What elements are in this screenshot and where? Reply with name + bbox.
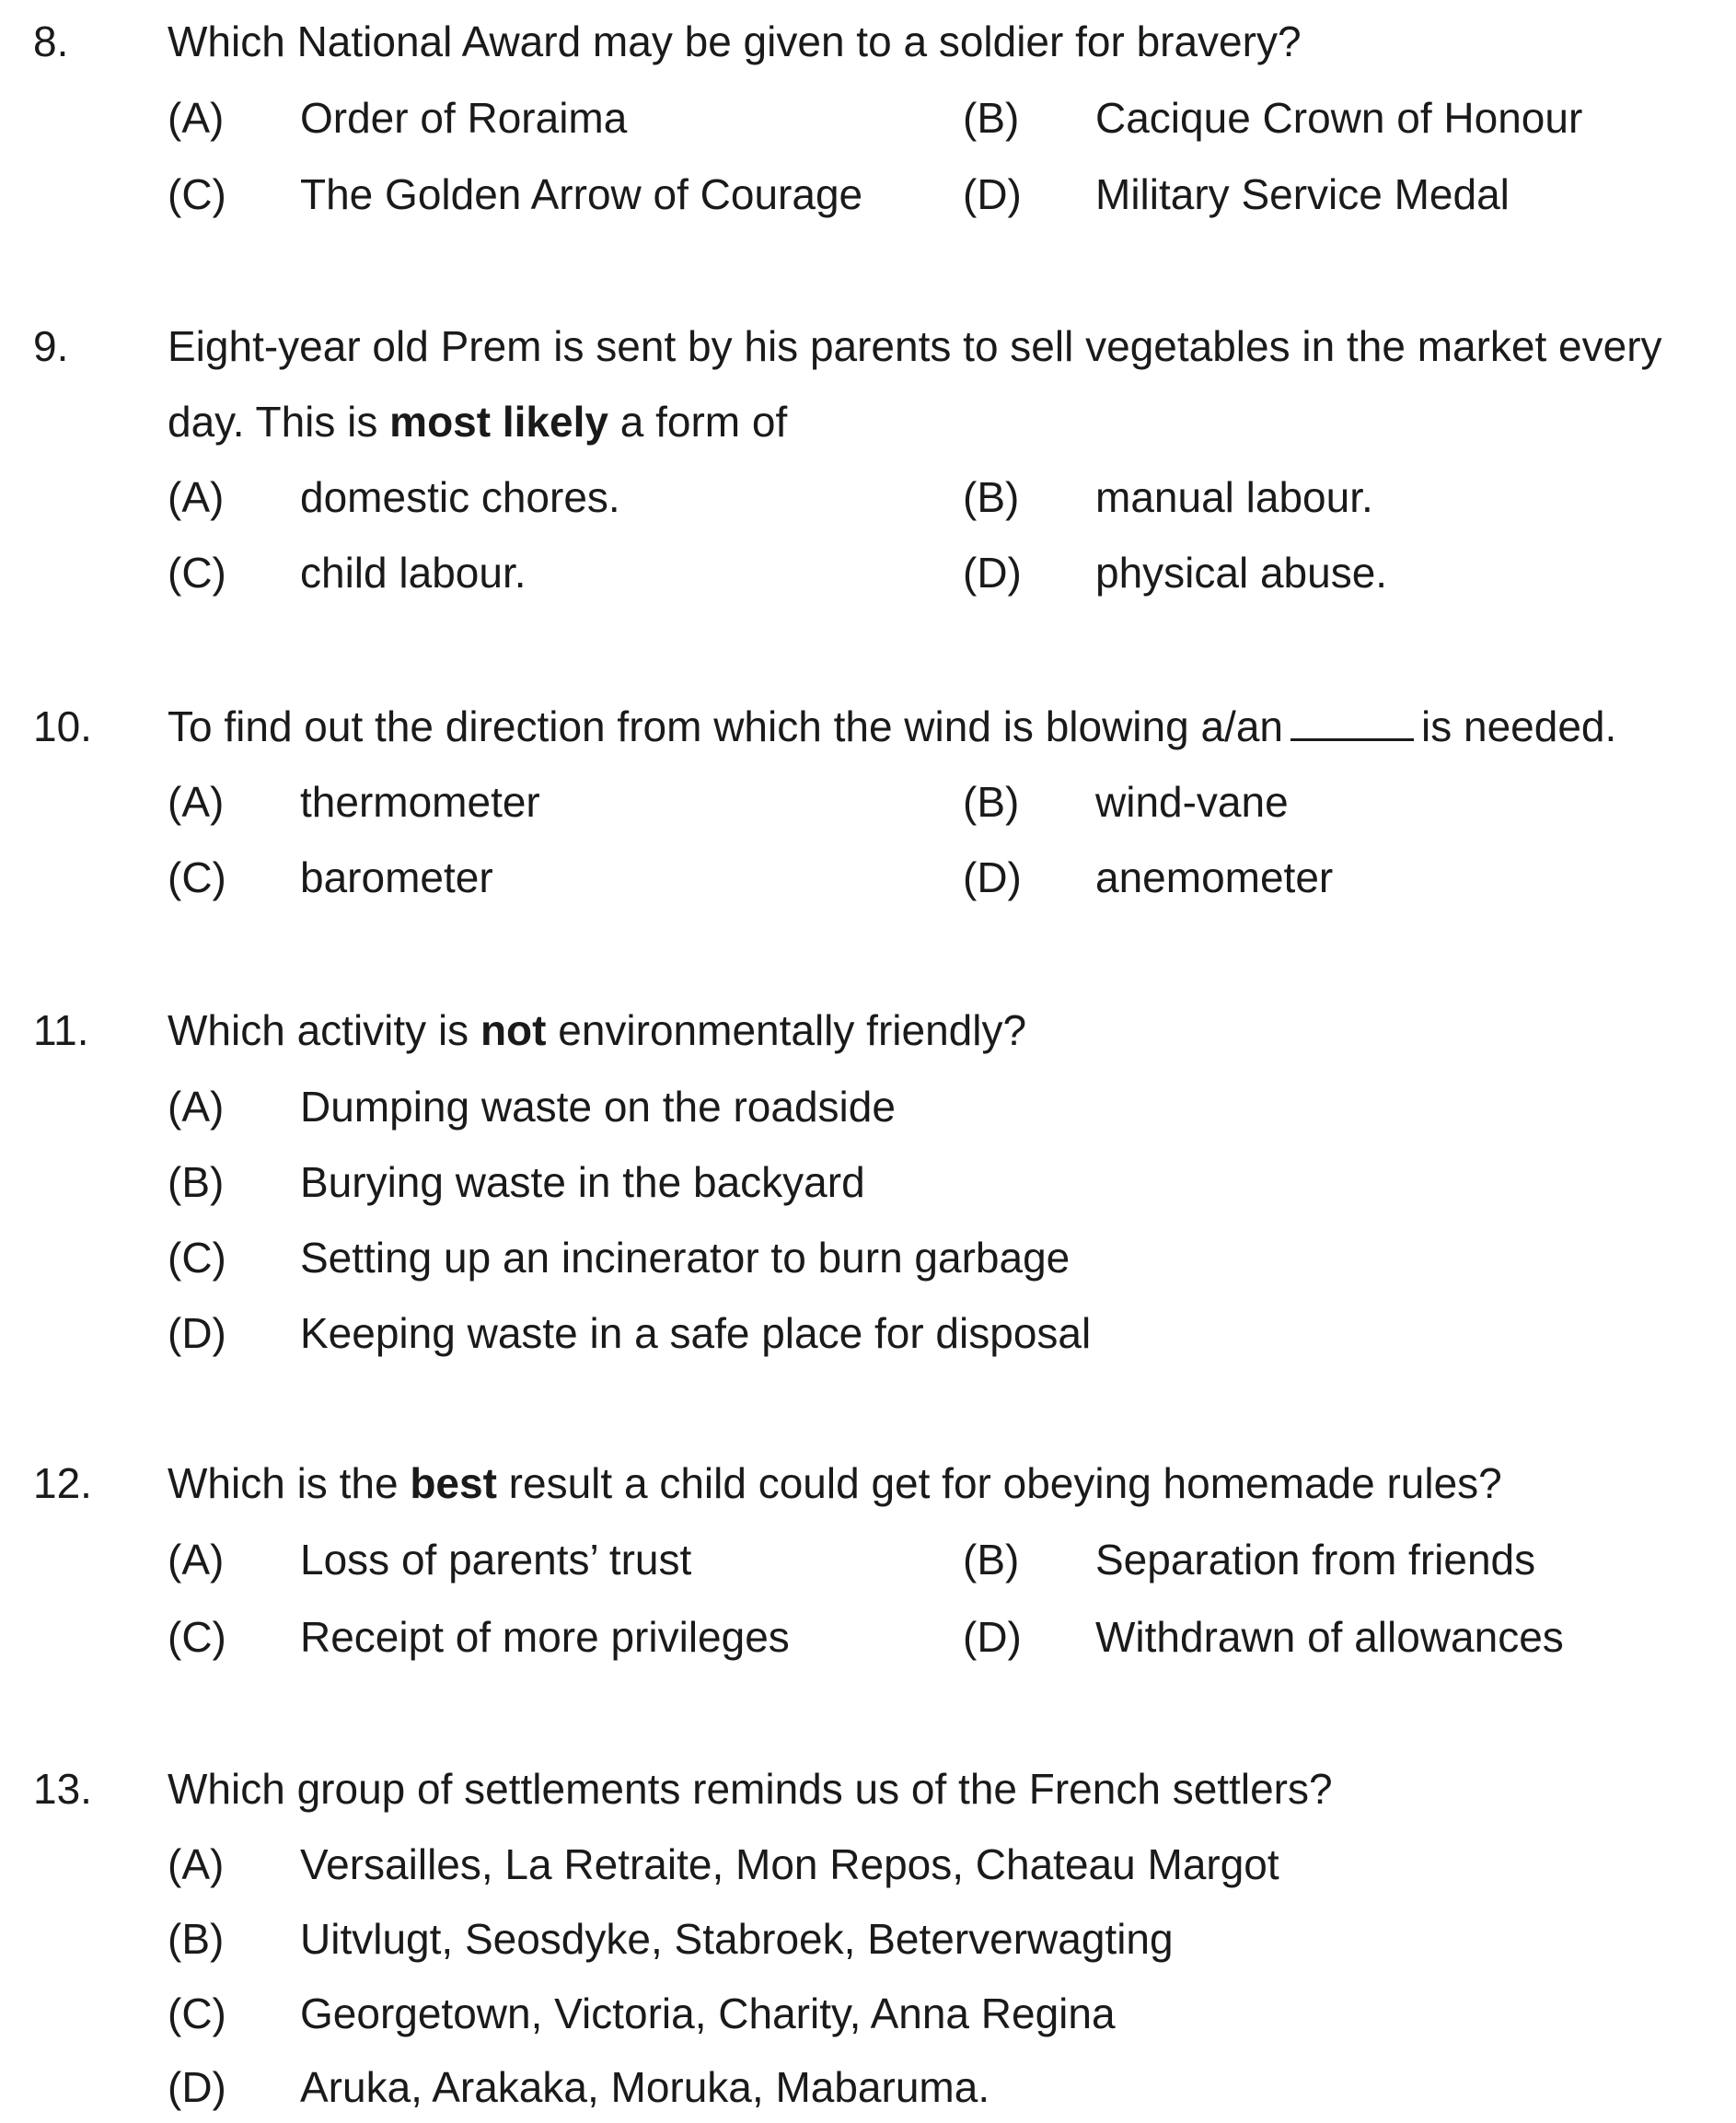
stem-text: day. This is <box>168 398 390 446</box>
option-text: Dumping waste on the roadside <box>300 1083 896 1131</box>
option-letter: (A) <box>168 1840 225 1888</box>
option-text: Burying waste in the backyard <box>300 1158 865 1206</box>
question-number: 9. <box>33 322 69 370</box>
option-letter: (D) <box>963 170 1022 218</box>
stem-line-2 <box>168 398 1723 446</box>
stem-text: a form of <box>608 398 788 446</box>
option-letter: (A) <box>168 778 225 826</box>
option-text: Aruka, Arakaka, Moruka, Mabaruma. <box>300 2063 990 2111</box>
question-number: 13. <box>33 1765 92 1813</box>
option-letter: (A) <box>168 473 225 521</box>
fill-in-blank <box>1290 709 1414 741</box>
option-text: Withdrawn of allowances <box>1095 1613 1564 1661</box>
option-text: Order of Roraima <box>300 94 628 142</box>
option-text: Loss of parents’ trust <box>300 1536 692 1584</box>
option-letter: (D) <box>963 853 1022 901</box>
stem-text: is needed. <box>1421 702 1617 750</box>
option-letter: (B) <box>963 778 1020 826</box>
option-letter: (A) <box>168 1083 225 1131</box>
option-letter: (B) <box>963 1536 1020 1584</box>
option-letter: (C) <box>168 1234 226 1282</box>
option-letter: (C) <box>168 1990 226 2037</box>
question-number: 10. <box>33 702 92 750</box>
option-text: child labour. <box>300 549 527 597</box>
question-stem: Which group of settlements reminds us of the French settlers? <box>168 1765 1333 1813</box>
option-letter: (B) <box>963 473 1020 521</box>
option-text: barometer <box>300 853 493 901</box>
option-letter: (D) <box>168 2063 226 2111</box>
option-text: Military Service Medal <box>1095 170 1510 218</box>
stem-emphasis: best <box>410 1459 497 1507</box>
question-stem <box>168 322 1723 446</box>
option-letter: (C) <box>168 549 226 597</box>
option-text: Separation from friends <box>1095 1536 1536 1584</box>
option-text: physical abuse. <box>1095 549 1388 597</box>
option-text: manual labour. <box>1095 473 1373 521</box>
question-number: 11. <box>33 1006 89 1054</box>
option-letter: (A) <box>168 1536 225 1584</box>
option-letter: (C) <box>168 170 226 218</box>
stem-text: result a child could get for obeying homemade rules? <box>496 1459 1502 1507</box>
option-text: Cacique Crown of Honour <box>1095 94 1583 142</box>
option-letter: (A) <box>168 94 225 142</box>
option-text: Versailles, La Retraite, Mon Repos, Chateau Margot <box>300 1840 1279 1888</box>
question-stem <box>168 1459 1723 1507</box>
stem-line-1: Eight-year old Prem is sent by his parents to sell vegetables in the market every <box>168 322 1662 370</box>
option-text: thermometer <box>300 778 540 826</box>
stem-emphasis: not <box>480 1006 547 1054</box>
stem-text: environmentally friendly? <box>546 1006 1027 1054</box>
option-text: The Golden Arrow of Courage <box>300 170 863 218</box>
option-text: anemometer <box>1095 853 1334 901</box>
question-stem <box>168 1006 1723 1054</box>
question-stem: Which National Award may be given to a soldier for bravery? <box>168 17 1302 65</box>
option-text: Setting up an incinerator to burn garbage <box>300 1234 1071 1282</box>
option-text: Keeping waste in a safe place for disposal <box>300 1309 1092 1357</box>
option-letter: (C) <box>168 853 226 901</box>
option-letter: (D) <box>168 1309 226 1357</box>
question-number: 12. <box>33 1459 92 1507</box>
stem-text: To find out the direction from which the wind is blowing a/an <box>168 702 1283 750</box>
option-text: Georgetown, Victoria, Charity, Anna Regina <box>300 1990 1116 2037</box>
option-text: Receipt of more privileges <box>300 1613 790 1661</box>
option-letter: (D) <box>963 1613 1022 1661</box>
stem-emphasis: most likely <box>389 398 608 446</box>
option-letter: (C) <box>168 1613 226 1661</box>
question-number: 8. <box>33 17 69 65</box>
option-text: domestic chores. <box>300 473 620 521</box>
stem-text: Which is the <box>168 1459 411 1507</box>
option-text: wind-vane <box>1095 778 1289 826</box>
option-letter: (B) <box>963 94 1020 142</box>
question-stem <box>168 702 1723 750</box>
stem-text: Which activity is <box>168 1006 480 1054</box>
option-letter: (D) <box>963 549 1022 597</box>
option-letter: (B) <box>168 1158 225 1206</box>
option-letter: (B) <box>168 1915 225 1963</box>
option-text: Uitvlugt, Seosdyke, Stabroek, Beterverwagting <box>300 1915 1174 1963</box>
